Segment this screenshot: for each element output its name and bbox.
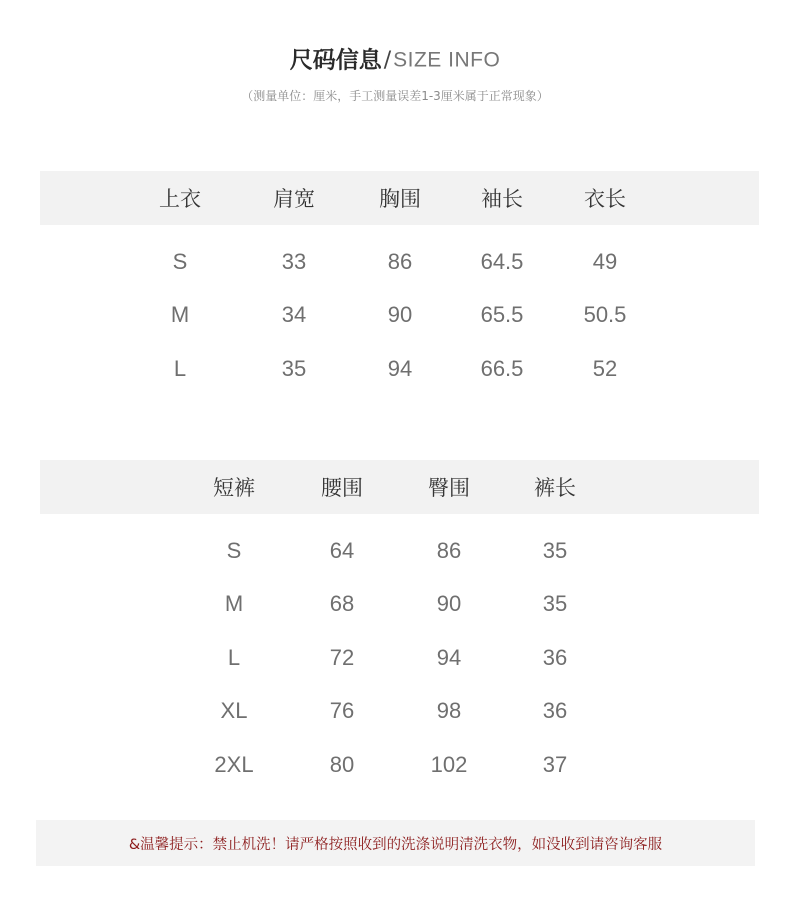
header-cell: 肩宽 [273, 187, 315, 211]
table-row [40, 631, 759, 685]
table-row [40, 738, 759, 792]
header-cell: 袖长 [481, 187, 523, 211]
table-row [40, 235, 759, 289]
title-separator: / [383, 47, 392, 73]
table-cell: 94 [387, 355, 413, 381]
header-cell: 臀围 [428, 476, 470, 500]
table-cell: 35 [542, 537, 568, 563]
table-cell: 98 [436, 698, 462, 724]
table-cell: 64 [329, 537, 355, 563]
table-cell: 35 [281, 355, 307, 381]
table-header-row [40, 171, 759, 225]
table-body [40, 225, 759, 396]
bottom-size-table [40, 460, 759, 792]
table-row [40, 342, 759, 396]
care-notice-text: &温馨提示：禁止机洗！请严格按照收到的洗涤说明清洗衣物，如没收到请咨询客服 [128, 836, 663, 853]
table-header-row [40, 460, 759, 514]
table-cell: 35 [542, 591, 568, 617]
table-cell: 86 [387, 248, 413, 274]
header-cell: 裤长 [534, 476, 576, 500]
table-row [40, 524, 759, 578]
header-cell: 衣长 [584, 187, 626, 211]
table-cell: 64.5 [480, 248, 524, 274]
header-cell: 腰围 [321, 476, 363, 500]
table-cell: 52 [592, 355, 618, 381]
table-cell: 37 [542, 751, 568, 777]
table-cell: L [173, 355, 187, 381]
table-cell: 50.5 [583, 302, 627, 328]
header-cell: 短裤 [213, 476, 255, 500]
measurement-note: （测量单位：厘米，手工测量误差1-3厘米属于正常现象） [241, 89, 549, 103]
table-body [40, 514, 759, 792]
table-cell: XL [220, 698, 248, 724]
table-row [40, 289, 759, 343]
table-cell: L [227, 644, 241, 670]
table-cell: 80 [329, 751, 355, 777]
table-cell: 72 [329, 644, 355, 670]
table-row [40, 685, 759, 739]
table-cell: 86 [436, 537, 462, 563]
table-cell: 33 [281, 248, 307, 274]
table-cell: 36 [542, 698, 568, 724]
table-cell: 76 [329, 698, 355, 724]
table-cell: M [224, 591, 244, 617]
care-notice [36, 820, 755, 866]
header-cell: 上衣 [159, 187, 201, 211]
table-cell: 94 [436, 644, 462, 670]
table-cell: 2XL [214, 751, 254, 777]
table-cell: 36 [542, 644, 568, 670]
title-chinese: 尺码信息 [289, 47, 382, 74]
table-cell: 90 [387, 302, 413, 328]
table-cell: M [170, 302, 190, 328]
table-cell: 34 [281, 302, 307, 328]
table-cell: 68 [329, 591, 355, 617]
table-row [40, 578, 759, 632]
title-english: SIZE INFO [393, 48, 501, 72]
table-cell: S [226, 537, 242, 563]
table-cell: 66.5 [480, 355, 524, 381]
table-cell: 90 [436, 591, 462, 617]
page-title [0, 42, 790, 79]
top-size-table [40, 171, 759, 396]
table-cell: S [172, 248, 188, 274]
table-cell: 102 [430, 751, 468, 777]
table-cell: 49 [592, 248, 618, 274]
header-cell: 胸围 [379, 187, 421, 211]
table-cell: 65.5 [480, 302, 524, 328]
